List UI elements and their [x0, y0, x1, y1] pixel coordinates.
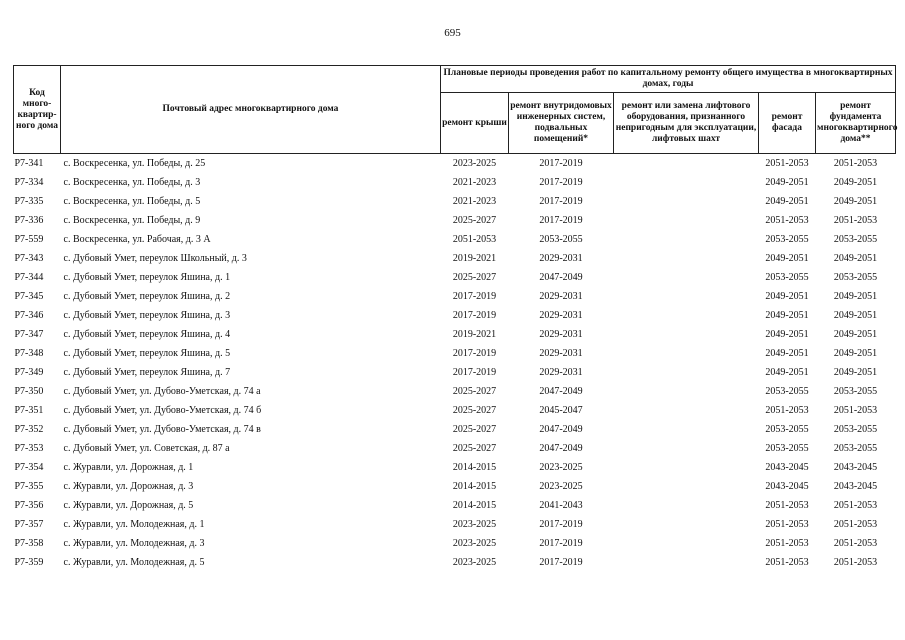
cell-code: Р7-359 [14, 557, 44, 568]
cell-foundation: 2049-2051 [833, 196, 878, 207]
cell-address: с. Воскресенка, ул. Победы, д. 25 [61, 154, 441, 174]
cell-facade: 2049-2051 [765, 253, 809, 264]
cell-foundation: 2051-2053 [833, 500, 878, 511]
cell-facade: 2051-2053 [765, 538, 809, 549]
cell-engineering: 2029-2031 [539, 291, 583, 302]
cell-facade: 2043-2045 [765, 481, 809, 492]
cell-address: с. Журавли, ул. Дорожная, д. 5 [63, 500, 194, 511]
cell-code: Р7-357 [14, 519, 44, 530]
cell-facade: 2051-2053 [765, 405, 809, 416]
cell-facade: 2049-2051 [765, 329, 809, 340]
table-row [14, 477, 896, 496]
cell-foundation: 2049-2051 [833, 348, 878, 359]
cell-address: с. Воскресенка, ул. Победы, д. 9 [63, 215, 201, 226]
header-roof: ремонт крыши [441, 93, 509, 154]
cell-engineering: 2029-2031 [539, 310, 583, 321]
cell-code: Р7-346 [14, 310, 44, 321]
cell-foundation: 2051-2053 [833, 405, 878, 416]
cell-elevator [614, 477, 759, 496]
cell-address: с. Журавли, ул. Дорожная, д. 3 [63, 481, 194, 492]
cell-roof: 2014-2015 [452, 481, 497, 492]
cell-engineering: 2047-2049 [539, 386, 583, 397]
cell-facade: 2049-2051 [765, 367, 809, 378]
cell-engineering: 2017-2019 [539, 177, 583, 188]
cell-code: Р7-351 [14, 405, 44, 416]
cell-engineering: 2029-2031 [539, 348, 583, 359]
cell-elevator [614, 287, 759, 306]
table-row [14, 439, 896, 458]
cell-address: с. Дубовый Умет, переулок Яшина, д. 5 [63, 348, 231, 359]
cell-elevator [614, 211, 759, 230]
cell-engineering: 2017-2019 [539, 196, 583, 207]
cell-address: с. Дубовый Умет, ул. Дубово-Уметская, д. 74 в [63, 424, 261, 435]
cell-code: Р7-349 [14, 367, 44, 378]
cell-elevator [614, 268, 759, 287]
cell-code: Р7-559 [14, 234, 44, 245]
cell-address: с. Воскресенка, ул. Рабочая, д. 3 А [63, 234, 211, 245]
cell-foundation: 2049-2051 [833, 367, 878, 378]
cell-elevator [614, 325, 759, 344]
cell-code: Р7-356 [14, 500, 44, 511]
cell-elevator [614, 515, 759, 534]
header-elevator: ремонт или замена лифтового оборудования, признанного непригодным для эксплуатации, лифтовых шахт [614, 93, 759, 154]
cell-address: с. Дубовый Умет, переулок Школьный, д. 3 [63, 253, 247, 264]
cell-engineering: 2029-2031 [539, 367, 583, 378]
cell-code: Р7-341 [14, 154, 61, 174]
cell-foundation: 2049-2051 [833, 329, 878, 340]
cell-elevator [614, 249, 759, 268]
cell-elevator [614, 192, 759, 211]
cell-elevator [614, 496, 759, 515]
table-row [14, 458, 896, 477]
header-facade: ремонт фасада [759, 93, 816, 154]
cell-engineering: 2045-2047 [539, 405, 583, 416]
table-row [14, 496, 896, 515]
cell-facade: 2051-2053 [765, 557, 809, 568]
cell-facade: 2051-2053 [765, 215, 809, 226]
cell-code: Р7-358 [14, 538, 44, 549]
cell-roof: 2025-2027 [452, 272, 497, 283]
header-foundation: ремонт фундамента многоквартирного дома** [816, 93, 896, 154]
cell-foundation: 2043-2045 [833, 462, 878, 473]
cell-foundation: 2053-2055 [833, 443, 878, 454]
cell-code: Р7-352 [14, 424, 44, 435]
cell-roof: 2017-2019 [452, 348, 497, 359]
cell-foundation: 2053-2055 [833, 386, 878, 397]
header-group: Плановые периоды проведения работ по капитальному ремонту общего имущества в многоквартирных домах, годы [441, 66, 896, 93]
cell-elevator [614, 553, 759, 572]
cell-engineering: 2017-2019 [539, 215, 583, 226]
cell-engineering: 2023-2025 [539, 462, 583, 473]
page-number: 695 [444, 27, 461, 39]
cell-roof: 2025-2027 [452, 215, 497, 226]
cell-engineering: 2029-2031 [539, 329, 583, 340]
table-row [14, 420, 896, 439]
table-row [14, 306, 896, 325]
cell-facade: 2053-2055 [765, 443, 809, 454]
cell-address: с. Журавли, ул. Молодежная, д. 1 [63, 519, 205, 530]
cell-facade: 2053-2055 [765, 272, 809, 283]
cell-roof: 2021-2023 [452, 177, 497, 188]
cell-code: Р7-347 [14, 329, 44, 340]
cell-engineering: 2023-2025 [539, 481, 583, 492]
header-code: Код много-квартир-ного дома [14, 66, 61, 154]
table-row [14, 211, 896, 230]
cell-facade: 2049-2051 [765, 348, 809, 359]
cell-roof: 2017-2019 [452, 310, 497, 321]
cell-foundation: 2051-2053 [833, 538, 878, 549]
cell-facade: 2051-2053 [765, 500, 809, 511]
cell-roof: 2014-2015 [452, 500, 497, 511]
cell-roof: 2025-2027 [452, 405, 497, 416]
table-row [14, 173, 896, 192]
cell-elevator [614, 382, 759, 401]
cell-code: Р7-348 [14, 348, 44, 359]
cell-code: Р7-335 [14, 196, 44, 207]
cell-roof: 2023-2025 [452, 557, 497, 568]
cell-address: с. Дубовый Умет, переулок Яшина, д. 2 [63, 291, 231, 302]
cell-elevator [614, 173, 759, 192]
cell-elevator [614, 458, 759, 477]
cell-code: Р7-334 [14, 177, 44, 188]
cell-foundation: 2051-2053 [833, 519, 878, 530]
cell-foundation: 2049-2051 [833, 291, 878, 302]
cell-address: с. Дубовый Умет, переулок Яшина, д. 1 [63, 272, 231, 283]
cell-code: Р7-355 [14, 481, 44, 492]
cell-code: Р7-353 [14, 443, 44, 454]
cell-elevator [614, 230, 759, 249]
cell-code: Р7-345 [14, 291, 44, 302]
cell-facade: 2053-2055 [765, 424, 809, 435]
cell-foundation: 2053-2055 [833, 234, 878, 245]
cell-facade: 2053-2055 [765, 386, 809, 397]
cell-roof: 2017-2019 [452, 367, 497, 378]
cell-engineering: 2017-2019 [539, 538, 583, 549]
table-row [14, 534, 896, 553]
table-row [14, 192, 896, 211]
repair-schedule-table [13, 65, 896, 572]
cell-foundation: 2049-2051 [833, 253, 878, 264]
table-row [14, 344, 896, 363]
cell-facade: 2043-2045 [765, 462, 809, 473]
cell-roof: 2051-2053 [452, 234, 497, 245]
cell-engineering: 2041-2043 [539, 500, 583, 511]
cell-foundation: 2049-2051 [833, 310, 878, 321]
cell-code: Р7-350 [14, 386, 44, 397]
cell-foundation: 2043-2045 [833, 481, 878, 492]
table-body [14, 154, 896, 573]
cell-foundation: 2049-2051 [833, 177, 878, 188]
cell-roof: 2025-2027 [452, 386, 497, 397]
cell-foundation: 2051-2053 [833, 557, 878, 568]
table-row [14, 154, 896, 174]
cell-address: с. Журавли, ул. Дорожная, д. 1 [63, 462, 194, 473]
cell-address: с. Воскресенка, ул. Победы, д. 3 [63, 177, 201, 188]
cell-foundation: 2053-2055 [833, 424, 878, 435]
cell-engineering: 2053-2055 [539, 234, 583, 245]
table-row [14, 287, 896, 306]
cell-address: с. Дубовый Умет, ул. Дубово-Уметская, д. 74 б [63, 405, 262, 416]
cell-roof: 2025-2027 [452, 443, 497, 454]
cell-roof: 2021-2023 [452, 196, 497, 207]
cell-address: с. Дубовый Умет, ул. Советская, д. 87 а [63, 443, 230, 454]
cell-facade: 2051-2053 [765, 519, 809, 530]
table-row [14, 382, 896, 401]
cell-address: с. Дубовый Умет, ул. Дубово-Уметская, д. 74 а [63, 386, 261, 397]
cell-engineering: 2017-2019 [509, 154, 614, 174]
cell-engineering: 2047-2049 [539, 424, 583, 435]
cell-facade: 2051-2053 [759, 154, 816, 174]
cell-elevator [614, 534, 759, 553]
cell-address: с. Журавли, ул. Молодежная, д. 5 [63, 557, 205, 568]
table-row [14, 401, 896, 420]
cell-address: с. Дубовый Умет, переулок Яшина, д. 3 [63, 310, 231, 321]
cell-address: с. Дубовый Умет, переулок Яшина, д. 4 [63, 329, 231, 340]
cell-roof: 2019-2021 [452, 253, 497, 264]
cell-address: с. Воскресенка, ул. Победы, д. 5 [63, 196, 201, 207]
cell-elevator [614, 363, 759, 382]
cell-engineering: 2047-2049 [539, 272, 583, 283]
cell-code: Р7-343 [14, 253, 44, 264]
cell-roof: 2023-2025 [452, 538, 497, 549]
cell-engineering: 2017-2019 [539, 519, 583, 530]
cell-elevator [614, 439, 759, 458]
header-engineering: ремонт внутридомовых инженерных систем, подвальных помещений* [509, 93, 614, 154]
table-row [14, 249, 896, 268]
cell-address: с. Дубовый Умет, переулок Яшина, д. 7 [63, 367, 231, 378]
table-row [14, 553, 896, 572]
cell-foundation: 2051-2053 [833, 215, 878, 226]
cell-code: Р7-336 [14, 215, 44, 226]
cell-facade: 2049-2051 [765, 310, 809, 321]
table-header [14, 66, 896, 154]
cell-elevator [614, 420, 759, 439]
cell-engineering: 2017-2019 [539, 557, 583, 568]
table-row [14, 268, 896, 287]
cell-facade: 2049-2051 [765, 196, 809, 207]
cell-elevator [614, 306, 759, 325]
cell-roof: 2019-2021 [452, 329, 497, 340]
table-row [14, 230, 896, 249]
header-address: Почтовый адрес многоквартирного дома [61, 66, 441, 154]
cell-elevator [614, 344, 759, 363]
cell-roof: 2023-2025 [452, 519, 497, 530]
cell-roof: 2017-2019 [452, 291, 497, 302]
cell-roof: 2025-2027 [452, 424, 497, 435]
table-row [14, 363, 896, 382]
cell-engineering: 2047-2049 [539, 443, 583, 454]
cell-code: Р7-344 [14, 272, 44, 283]
cell-elevator [614, 154, 759, 174]
cell-elevator [614, 401, 759, 420]
cell-engineering: 2029-2031 [539, 253, 583, 264]
cell-address: с. Журавли, ул. Молодежная, д. 3 [63, 538, 205, 549]
cell-foundation: 2053-2055 [833, 272, 878, 283]
cell-facade: 2049-2051 [765, 177, 809, 188]
table-row [14, 325, 896, 344]
cell-facade: 2053-2055 [765, 234, 809, 245]
cell-facade: 2049-2051 [765, 291, 809, 302]
table-row [14, 515, 896, 534]
cell-foundation: 2051-2053 [816, 154, 896, 174]
cell-roof: 2014-2015 [452, 462, 497, 473]
cell-code: Р7-354 [14, 462, 44, 473]
cell-roof: 2023-2025 [441, 154, 509, 174]
